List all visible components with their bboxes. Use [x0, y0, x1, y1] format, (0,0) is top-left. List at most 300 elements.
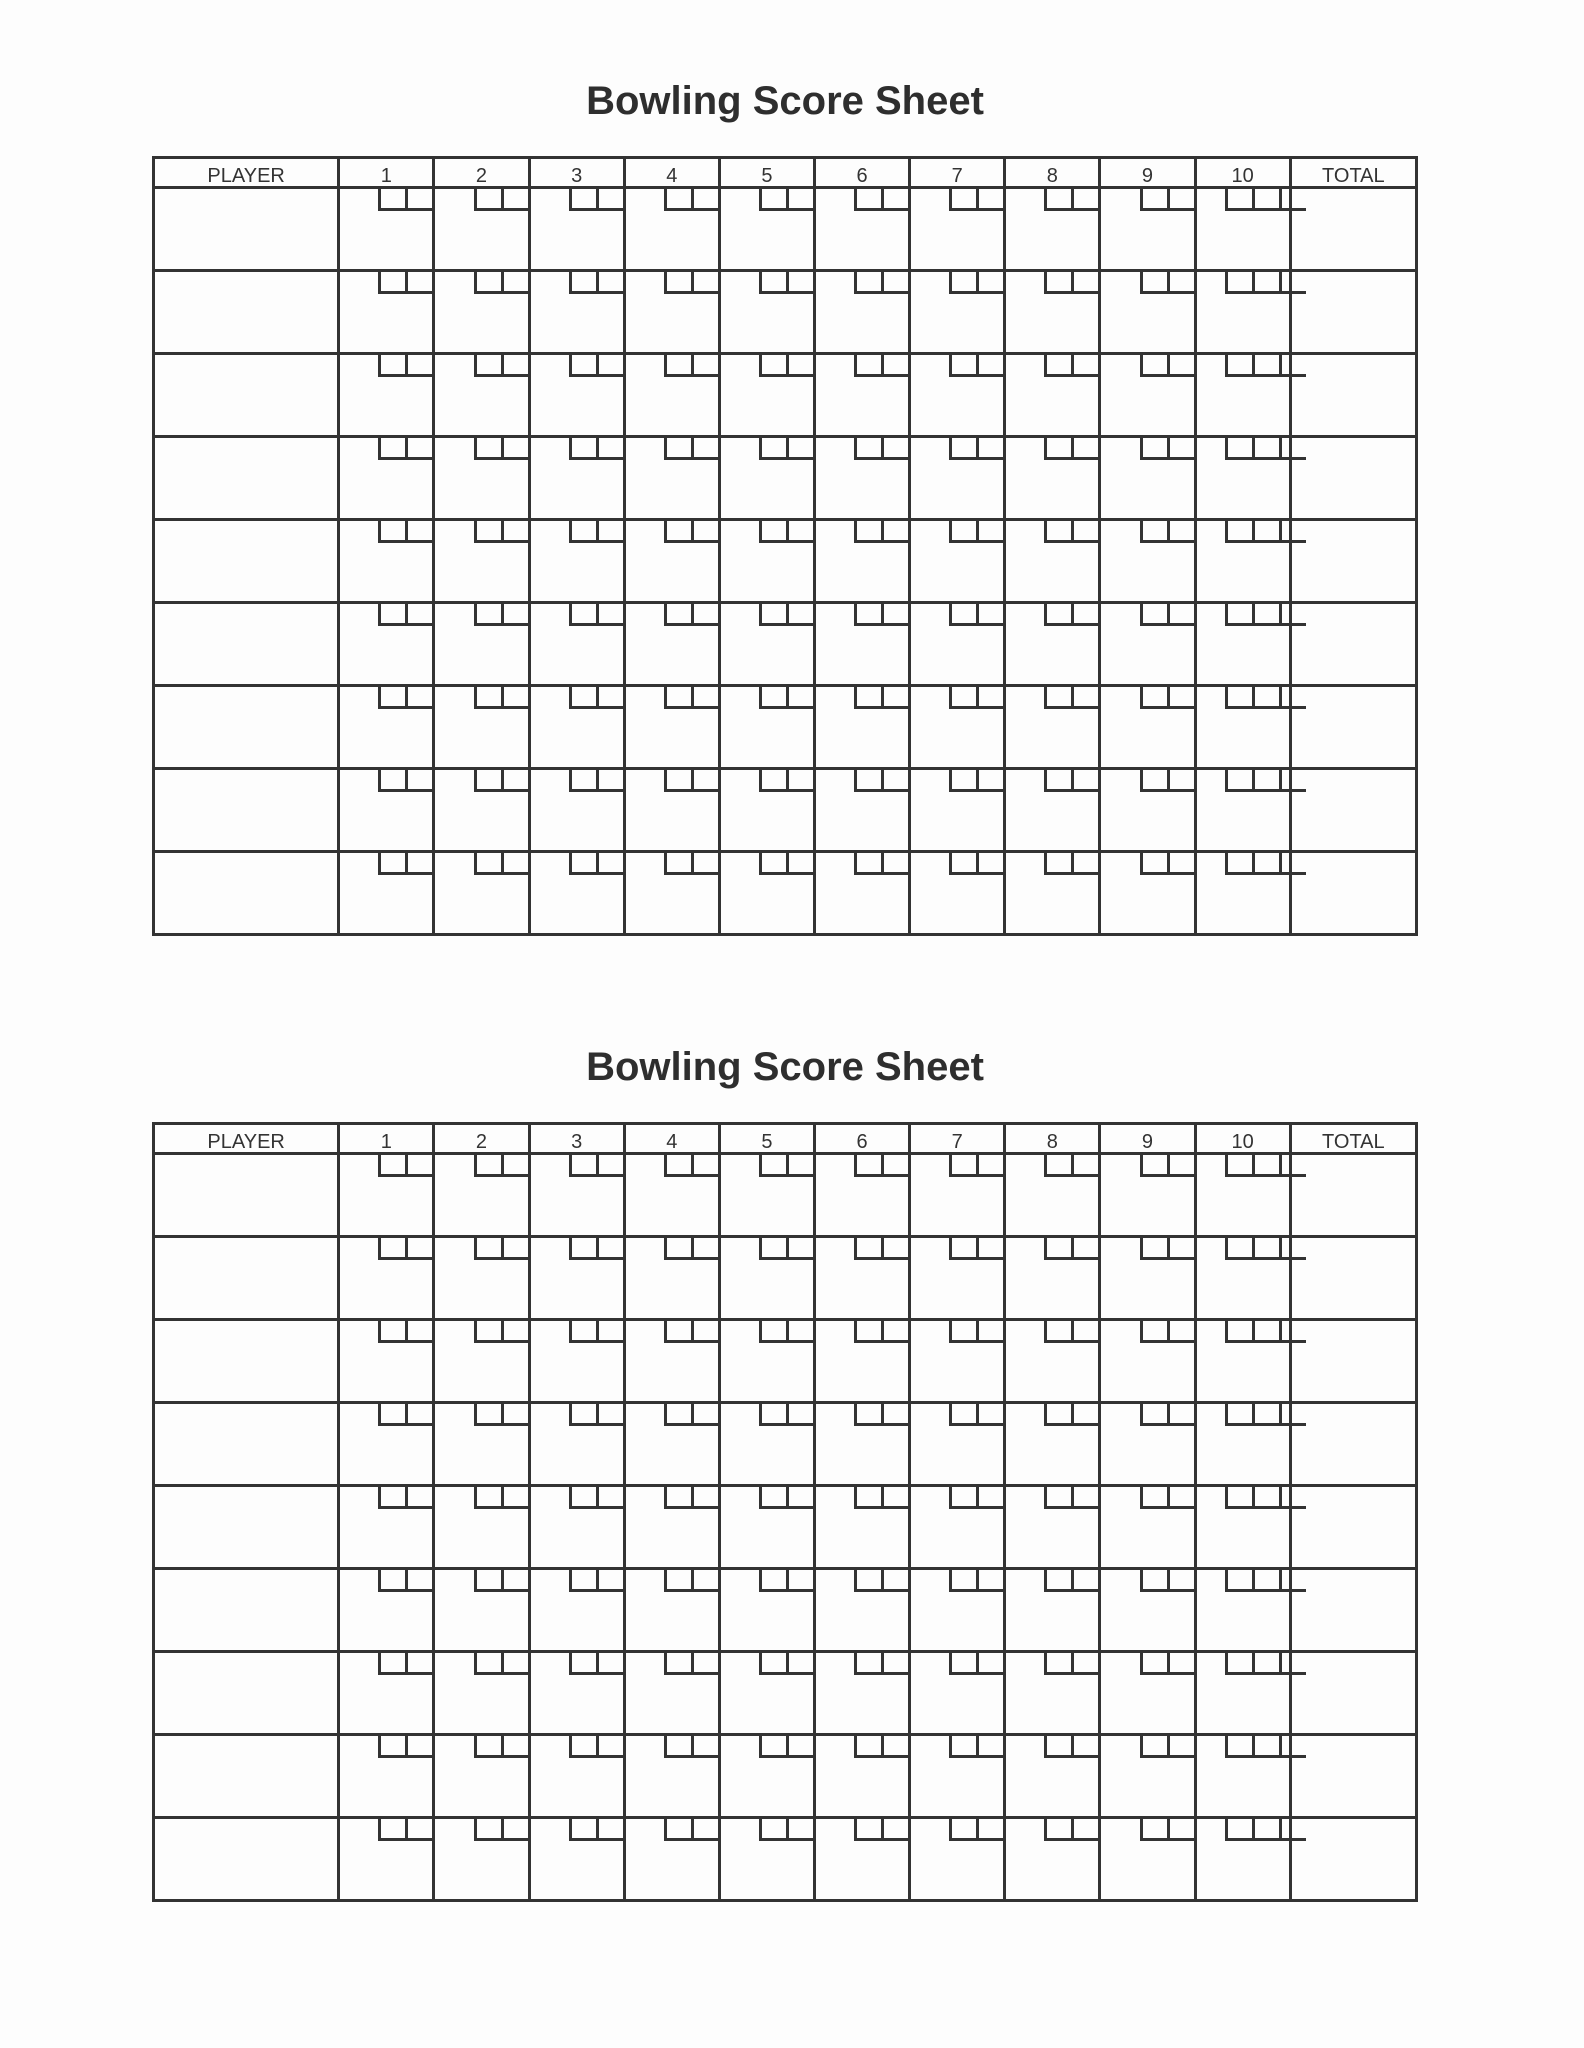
ball-box[interactable] [854, 521, 881, 543]
ball-box[interactable] [1167, 438, 1194, 460]
ball-box[interactable] [474, 1736, 501, 1758]
player-name-cell[interactable] [154, 354, 339, 437]
player-name-cell[interactable] [154, 1486, 339, 1569]
ball-box[interactable] [378, 1570, 405, 1592]
frame-cell[interactable] [719, 188, 814, 271]
frame-cell[interactable] [1100, 1237, 1195, 1320]
total-cell[interactable] [1290, 1652, 1416, 1735]
frame-cell[interactable] [1100, 1403, 1195, 1486]
ball-box[interactable] [1071, 1570, 1098, 1592]
ball-box[interactable] [1044, 1321, 1071, 1343]
frame-cell[interactable] [1005, 1818, 1100, 1901]
ball-box[interactable] [759, 1819, 786, 1841]
ball-box[interactable] [1252, 272, 1279, 294]
ball-box[interactable] [759, 1570, 786, 1592]
ball-box[interactable] [881, 853, 908, 875]
ball-box[interactable] [474, 604, 501, 626]
ball-box[interactable] [976, 1570, 1003, 1592]
ball-box[interactable] [854, 1404, 881, 1426]
frame-cell[interactable] [1005, 1735, 1100, 1818]
frame-cell[interactable] [434, 437, 529, 520]
frame-cell[interactable] [1195, 1735, 1290, 1818]
ball-box[interactable] [405, 1404, 432, 1426]
ball-box[interactable] [691, 189, 718, 211]
ball-box[interactable] [405, 1736, 432, 1758]
frame-cell[interactable] [434, 1403, 529, 1486]
frame-cell[interactable] [1100, 1486, 1195, 1569]
ball-box[interactable] [1140, 438, 1167, 460]
frame-cell[interactable] [814, 1403, 909, 1486]
ball-box[interactable] [881, 604, 908, 626]
ball-box[interactable] [405, 1155, 432, 1177]
frame-cell[interactable] [339, 437, 434, 520]
ball-box[interactable] [378, 1321, 405, 1343]
ball-box[interactable] [405, 1238, 432, 1260]
ball-box[interactable] [596, 1321, 623, 1343]
ball-box[interactable] [569, 355, 596, 377]
frame-cell[interactable] [434, 1320, 529, 1403]
ball-box[interactable] [949, 1404, 976, 1426]
frame-cell[interactable] [1005, 1569, 1100, 1652]
ball-box[interactable] [854, 604, 881, 626]
ball-box[interactable] [501, 853, 528, 875]
ball-box[interactable] [759, 1238, 786, 1260]
total-cell[interactable] [1290, 686, 1416, 769]
frame-cell[interactable] [1100, 852, 1195, 935]
frame-cell[interactable] [719, 1569, 814, 1652]
frame-cell[interactable] [529, 1652, 624, 1735]
frame-cell[interactable] [814, 1818, 909, 1901]
ball-box[interactable] [474, 1819, 501, 1841]
ball-box[interactable] [759, 1321, 786, 1343]
frame-cell[interactable] [339, 1735, 434, 1818]
frame-cell[interactable] [624, 686, 719, 769]
ball-box[interactable] [596, 272, 623, 294]
frame-cell[interactable] [529, 769, 624, 852]
ball-box[interactable] [1044, 1238, 1071, 1260]
frame-cell[interactable] [1195, 271, 1290, 354]
ball-box[interactable] [1071, 438, 1098, 460]
frame-cell[interactable] [529, 1154, 624, 1237]
frame-cell[interactable] [339, 1320, 434, 1403]
frame-cell[interactable] [624, 1486, 719, 1569]
ball-box[interactable] [1167, 1321, 1194, 1343]
frame-cell[interactable] [529, 1320, 624, 1403]
frame-cell[interactable] [1100, 603, 1195, 686]
ball-box[interactable] [691, 1321, 718, 1343]
ball-box[interactable] [664, 1487, 691, 1509]
ball-box[interactable] [569, 272, 596, 294]
ball-box[interactable] [1252, 1404, 1279, 1426]
frame-cell[interactable] [814, 437, 909, 520]
frame-cell[interactable] [814, 188, 909, 271]
frame-cell[interactable] [339, 354, 434, 437]
ball-box[interactable] [949, 1487, 976, 1509]
ball-box[interactable] [1252, 1570, 1279, 1592]
frame-cell[interactable] [1100, 1652, 1195, 1735]
ball-box[interactable] [596, 853, 623, 875]
ball-box[interactable] [1167, 189, 1194, 211]
ball-box[interactable] [759, 853, 786, 875]
ball-box[interactable] [881, 770, 908, 792]
ball-box[interactable] [1140, 521, 1167, 543]
ball-box[interactable] [786, 604, 813, 626]
ball-box[interactable] [501, 189, 528, 211]
frame-cell[interactable] [910, 603, 1005, 686]
ball-box[interactable] [881, 1653, 908, 1675]
frame-cell[interactable] [1100, 437, 1195, 520]
ball-box[interactable] [691, 272, 718, 294]
frame-cell[interactable] [1005, 1403, 1100, 1486]
frame-cell[interactable] [719, 1486, 814, 1569]
ball-box[interactable] [1044, 604, 1071, 626]
frame-cell[interactable] [910, 769, 1005, 852]
frame-cell[interactable] [910, 1154, 1005, 1237]
ball-box[interactable] [664, 1238, 691, 1260]
frame-cell[interactable] [814, 686, 909, 769]
frame-cell[interactable] [1195, 769, 1290, 852]
frame-cell[interactable] [1005, 354, 1100, 437]
ball-box[interactable] [501, 438, 528, 460]
ball-box[interactable] [405, 272, 432, 294]
ball-box[interactable] [378, 272, 405, 294]
ball-box[interactable] [596, 438, 623, 460]
ball-box[interactable] [1044, 1404, 1071, 1426]
ball-box[interactable] [405, 355, 432, 377]
ball-box[interactable] [854, 438, 881, 460]
ball-box[interactable] [664, 1736, 691, 1758]
ball-box[interactable] [1252, 438, 1279, 460]
ball-box[interactable] [1167, 1404, 1194, 1426]
ball-box[interactable] [1044, 687, 1071, 709]
frame-cell[interactable] [814, 1652, 909, 1735]
ball-box[interactable] [378, 1653, 405, 1675]
frame-cell[interactable] [814, 1154, 909, 1237]
ball-box[interactable] [1140, 770, 1167, 792]
ball-box[interactable] [1071, 770, 1098, 792]
ball-box[interactable] [1167, 355, 1194, 377]
ball-box[interactable] [378, 1404, 405, 1426]
ball-box[interactable] [501, 687, 528, 709]
ball-box[interactable] [691, 438, 718, 460]
frame-cell[interactable] [910, 852, 1005, 935]
player-name-cell[interactable] [154, 1320, 339, 1403]
ball-box[interactable] [691, 521, 718, 543]
ball-box[interactable] [501, 272, 528, 294]
player-name-cell[interactable] [154, 1735, 339, 1818]
frame-cell[interactable] [624, 437, 719, 520]
frame-cell[interactable] [1195, 1403, 1290, 1486]
frame-cell[interactable] [529, 686, 624, 769]
frame-cell[interactable] [529, 1403, 624, 1486]
frame-cell[interactable] [1195, 1486, 1290, 1569]
frame-cell[interactable] [434, 520, 529, 603]
ball-box[interactable] [949, 355, 976, 377]
ball-box[interactable] [378, 1238, 405, 1260]
ball-box[interactable] [786, 521, 813, 543]
ball-box[interactable] [1167, 1570, 1194, 1592]
ball-box[interactable] [949, 1321, 976, 1343]
ball-box[interactable] [1071, 272, 1098, 294]
ball-box[interactable] [664, 438, 691, 460]
frame-cell[interactable] [719, 769, 814, 852]
frame-cell[interactable] [434, 1569, 529, 1652]
ball-box[interactable] [854, 853, 881, 875]
ball-box[interactable] [1140, 355, 1167, 377]
frame-cell[interactable] [910, 1320, 1005, 1403]
frame-cell[interactable] [910, 1569, 1005, 1652]
ball-box[interactable] [759, 1155, 786, 1177]
ball-box[interactable] [1225, 521, 1252, 543]
ball-box[interactable] [569, 1570, 596, 1592]
ball-box[interactable] [854, 1487, 881, 1509]
frame-cell[interactable] [624, 1320, 719, 1403]
ball-box[interactable] [759, 521, 786, 543]
ball-box[interactable] [569, 853, 596, 875]
ball-box[interactable] [1044, 1819, 1071, 1841]
ball-box[interactable] [759, 272, 786, 294]
frame-cell[interactable] [1005, 1237, 1100, 1320]
ball-box[interactable] [1225, 438, 1252, 460]
ball-box[interactable] [854, 272, 881, 294]
player-name-cell[interactable] [154, 188, 339, 271]
ball-box[interactable] [664, 1404, 691, 1426]
ball-box[interactable] [976, 1653, 1003, 1675]
ball-box[interactable] [501, 1653, 528, 1675]
ball-box[interactable] [949, 1155, 976, 1177]
ball-box[interactable] [1140, 604, 1167, 626]
ball-box[interactable] [569, 1653, 596, 1675]
ball-box[interactable] [759, 687, 786, 709]
ball-box[interactable] [664, 355, 691, 377]
ball-box[interactable] [501, 1238, 528, 1260]
ball-box[interactable] [881, 1570, 908, 1592]
ball-box[interactable] [691, 1238, 718, 1260]
ball-box[interactable] [474, 189, 501, 211]
ball-box[interactable] [378, 1487, 405, 1509]
ball-box[interactable] [378, 604, 405, 626]
ball-box[interactable] [1225, 1155, 1252, 1177]
frame-cell[interactable] [529, 271, 624, 354]
ball-box[interactable] [1167, 1487, 1194, 1509]
frame-cell[interactable] [910, 271, 1005, 354]
ball-box[interactable] [854, 770, 881, 792]
frame-cell[interactable] [339, 852, 434, 935]
ball-box[interactable] [881, 1819, 908, 1841]
ball-box[interactable] [691, 1570, 718, 1592]
ball-box[interactable] [881, 521, 908, 543]
frame-cell[interactable] [1195, 603, 1290, 686]
ball-box[interactable] [1225, 272, 1252, 294]
frame-cell[interactable] [624, 1818, 719, 1901]
ball-box[interactable] [1140, 1487, 1167, 1509]
frame-cell[interactable] [719, 1154, 814, 1237]
ball-box[interactable] [759, 1487, 786, 1509]
ball-box[interactable] [691, 1819, 718, 1841]
ball-box[interactable] [881, 1487, 908, 1509]
ball-box[interactable] [1044, 770, 1071, 792]
ball-box[interactable] [569, 1321, 596, 1343]
ball-box[interactable] [1140, 1155, 1167, 1177]
frame-cell[interactable] [529, 437, 624, 520]
player-name-cell[interactable] [154, 769, 339, 852]
total-cell[interactable] [1290, 188, 1416, 271]
ball-box[interactable] [1225, 1570, 1252, 1592]
ball-box[interactable] [949, 189, 976, 211]
frame-cell[interactable] [434, 1818, 529, 1901]
frame-cell[interactable] [339, 769, 434, 852]
ball-box[interactable] [1071, 1404, 1098, 1426]
ball-box[interactable] [596, 1653, 623, 1675]
frame-cell[interactable] [1100, 188, 1195, 271]
ball-box[interactable] [1252, 355, 1279, 377]
frame-cell[interactable] [1100, 1154, 1195, 1237]
ball-box[interactable] [405, 1321, 432, 1343]
ball-box[interactable] [1225, 1238, 1252, 1260]
frame-cell[interactable] [910, 354, 1005, 437]
frame-cell[interactable] [434, 852, 529, 935]
ball-box[interactable] [949, 853, 976, 875]
frame-cell[interactable] [529, 852, 624, 935]
ball-box[interactable] [474, 1653, 501, 1675]
ball-box[interactable] [405, 438, 432, 460]
ball-box[interactable] [378, 853, 405, 875]
ball-box[interactable] [405, 1487, 432, 1509]
frame-cell[interactable] [1005, 686, 1100, 769]
ball-box[interactable] [1044, 853, 1071, 875]
ball-box[interactable] [474, 1321, 501, 1343]
ball-box[interactable] [786, 1487, 813, 1509]
ball-box[interactable] [949, 1819, 976, 1841]
ball-box[interactable] [1252, 1736, 1279, 1758]
ball-box[interactable] [596, 355, 623, 377]
ball-box[interactable] [1225, 1487, 1252, 1509]
frame-cell[interactable] [814, 852, 909, 935]
ball-box[interactable] [378, 521, 405, 543]
ball-box[interactable] [501, 1155, 528, 1177]
ball-box[interactable] [1071, 1819, 1098, 1841]
ball-box[interactable] [405, 1570, 432, 1592]
ball-box[interactable] [976, 1819, 1003, 1841]
ball-box[interactable] [1071, 687, 1098, 709]
ball-box[interactable] [1140, 687, 1167, 709]
frame-cell[interactable] [339, 1486, 434, 1569]
ball-box[interactable] [786, 189, 813, 211]
ball-box[interactable] [1252, 687, 1279, 709]
ball-box[interactable] [1225, 1736, 1252, 1758]
ball-box[interactable] [881, 272, 908, 294]
ball-box[interactable] [881, 355, 908, 377]
ball-box[interactable] [569, 1238, 596, 1260]
player-name-cell[interactable] [154, 1237, 339, 1320]
frame-cell[interactable] [1005, 603, 1100, 686]
ball-box[interactable] [854, 1736, 881, 1758]
frame-cell[interactable] [1005, 437, 1100, 520]
total-cell[interactable] [1290, 1818, 1416, 1901]
ball-box[interactable] [405, 853, 432, 875]
ball-box[interactable] [976, 604, 1003, 626]
ball-box[interactable] [569, 1155, 596, 1177]
frame-cell[interactable] [339, 603, 434, 686]
ball-box[interactable] [854, 1238, 881, 1260]
ball-box[interactable] [976, 687, 1003, 709]
ball-box[interactable] [596, 1819, 623, 1841]
ball-box[interactable] [881, 1404, 908, 1426]
ball-box[interactable] [501, 1404, 528, 1426]
ball-box[interactable] [1167, 1155, 1194, 1177]
ball-box[interactable] [881, 1736, 908, 1758]
total-cell[interactable] [1290, 1237, 1416, 1320]
ball-box[interactable] [1167, 1238, 1194, 1260]
ball-box[interactable] [1140, 1653, 1167, 1675]
frame-cell[interactable] [624, 188, 719, 271]
frame-cell[interactable] [1100, 1818, 1195, 1901]
frame-cell[interactable] [910, 1818, 1005, 1901]
player-name-cell[interactable] [154, 1403, 339, 1486]
frame-cell[interactable] [719, 603, 814, 686]
frame-cell[interactable] [1005, 852, 1100, 935]
ball-box[interactable] [1167, 521, 1194, 543]
ball-box[interactable] [405, 604, 432, 626]
frame-cell[interactable] [1100, 1320, 1195, 1403]
ball-box[interactable] [949, 687, 976, 709]
total-cell[interactable] [1290, 520, 1416, 603]
player-name-cell[interactable] [154, 603, 339, 686]
frame-cell[interactable] [529, 1818, 624, 1901]
ball-box[interactable] [1167, 853, 1194, 875]
frame-cell[interactable] [624, 271, 719, 354]
ball-box[interactable] [949, 1570, 976, 1592]
frame-cell[interactable] [719, 1237, 814, 1320]
ball-box[interactable] [569, 1487, 596, 1509]
total-cell[interactable] [1290, 1403, 1416, 1486]
frame-cell[interactable] [339, 1818, 434, 1901]
frame-cell[interactable] [719, 354, 814, 437]
ball-box[interactable] [976, 1487, 1003, 1509]
ball-box[interactable] [596, 1238, 623, 1260]
ball-box[interactable] [786, 1736, 813, 1758]
ball-box[interactable] [976, 1238, 1003, 1260]
frame-cell[interactable] [529, 354, 624, 437]
frame-cell[interactable] [719, 437, 814, 520]
ball-box[interactable] [854, 1321, 881, 1343]
frame-cell[interactable] [1005, 188, 1100, 271]
frame-cell[interactable] [339, 1652, 434, 1735]
ball-box[interactable] [949, 1736, 976, 1758]
ball-box[interactable] [1225, 1819, 1252, 1841]
frame-cell[interactable] [814, 1486, 909, 1569]
ball-box[interactable] [759, 189, 786, 211]
ball-box[interactable] [1167, 1653, 1194, 1675]
ball-box[interactable] [759, 1653, 786, 1675]
ball-box[interactable] [378, 1736, 405, 1758]
frame-cell[interactable] [719, 520, 814, 603]
ball-box[interactable] [405, 1653, 432, 1675]
ball-box[interactable] [1225, 604, 1252, 626]
ball-box[interactable] [1167, 1736, 1194, 1758]
total-cell[interactable] [1290, 852, 1416, 935]
ball-box[interactable] [474, 1238, 501, 1260]
ball-box[interactable] [1044, 521, 1071, 543]
ball-box[interactable] [1252, 604, 1279, 626]
ball-box[interactable] [691, 355, 718, 377]
ball-box[interactable] [759, 438, 786, 460]
frame-cell[interactable] [814, 354, 909, 437]
ball-box[interactable] [1167, 604, 1194, 626]
frame-cell[interactable] [814, 1237, 909, 1320]
frame-cell[interactable] [1005, 769, 1100, 852]
ball-box[interactable] [976, 189, 1003, 211]
